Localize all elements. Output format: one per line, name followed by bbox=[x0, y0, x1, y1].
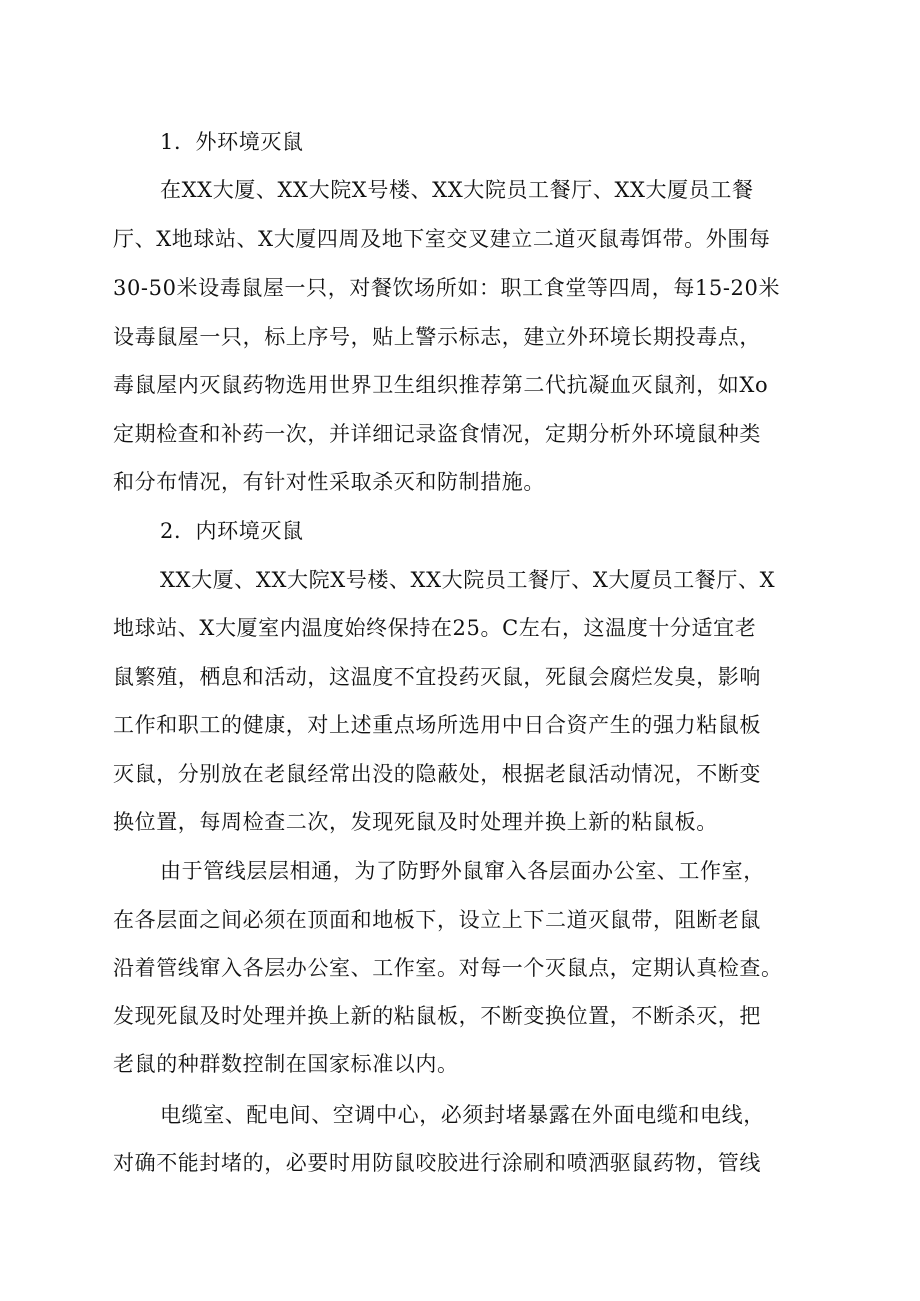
paragraph-line: 沿着管线窜入各层办公室、工作室。对每一个灭鼠点，定期认真检查。 bbox=[113, 956, 783, 980]
paragraph-line: 在各层面之间必须在顶面和地板下，设立上下二道灭鼠带，阻断老鼠 bbox=[113, 908, 761, 932]
paragraph-line: 灭鼠，分别放在老鼠经常出没的隐蔽处，根据老鼠活动情况，不断变 bbox=[113, 762, 761, 786]
paragraph-line: 对确不能封堵的，必要时用防鼠咬胶进行涂刷和喷洒驱鼠药物，管线 bbox=[113, 1151, 761, 1175]
paragraph-line: 由于管线层层相通，为了防野外鼠窜入各层面办公室、工作室， bbox=[160, 859, 765, 883]
paragraph-line: 毒鼠屋内灭鼠药物选用世界卫生组织推荐第二代抗凝血灭鼠剂，如Xo bbox=[113, 373, 769, 397]
paragraph-line: 30-50米设毒鼠屋一只，对餐饮场所如：职工食堂等四周，每15-20米 bbox=[113, 276, 781, 300]
paragraph-line: 厅、X地球站、X大厦四周及地下室交叉建立二道灭鼠毒饵带。外围每 bbox=[113, 227, 771, 251]
paragraph-line: 发现死鼠及时处理并换上新的粘鼠板，不断变换位置，不断杀灭，把 bbox=[113, 1004, 761, 1028]
paragraph-line: 定期检查和补药一次，并详细记录盗食情况，定期分析外环境鼠种类 bbox=[113, 422, 761, 446]
paragraph-line: 在XX大厦、XX大院X号楼、XX大院员工餐厅、XX大厦员工餐 bbox=[160, 178, 754, 202]
paragraph-line: 地球站、X大厦室内温度始终保持在25。C左右，这温度十分适宜老 bbox=[113, 616, 757, 640]
paragraph-line: XX大厦、XX大院X号楼、XX大院员工餐厅、X大厦员工餐厅、X bbox=[160, 568, 776, 592]
paragraph-line: 鼠繁殖，栖息和活动，这温度不宜投药灭鼠，死鼠会腐烂发臭，影响 bbox=[113, 665, 761, 689]
section-heading-2: 2．内环境灭鼠 bbox=[160, 519, 304, 543]
paragraph-line: 换位置，每周检查二次，发现死鼠及时处理并换上新的粘鼠板。 bbox=[113, 810, 718, 834]
paragraph-line: 电缆室、配电间、空调中心，必须封堵暴露在外面电缆和电线， bbox=[160, 1103, 765, 1127]
paragraph-line: 和分布情况，有针对性采取杀灭和防制措施。 bbox=[113, 470, 545, 494]
section-heading-1: 1．外环境灭鼠 bbox=[160, 130, 304, 154]
paragraph-line: 设毒鼠屋一只，标上序号，贴上警示标志，建立外环境长期投毒点， bbox=[113, 325, 761, 349]
paragraph-line: 老鼠的种群数控制在国家标准以内。 bbox=[113, 1052, 459, 1076]
paragraph-line: 工作和职工的健康，对上述重点场所选用中日合资产生的强力粘鼠板 bbox=[113, 713, 761, 737]
